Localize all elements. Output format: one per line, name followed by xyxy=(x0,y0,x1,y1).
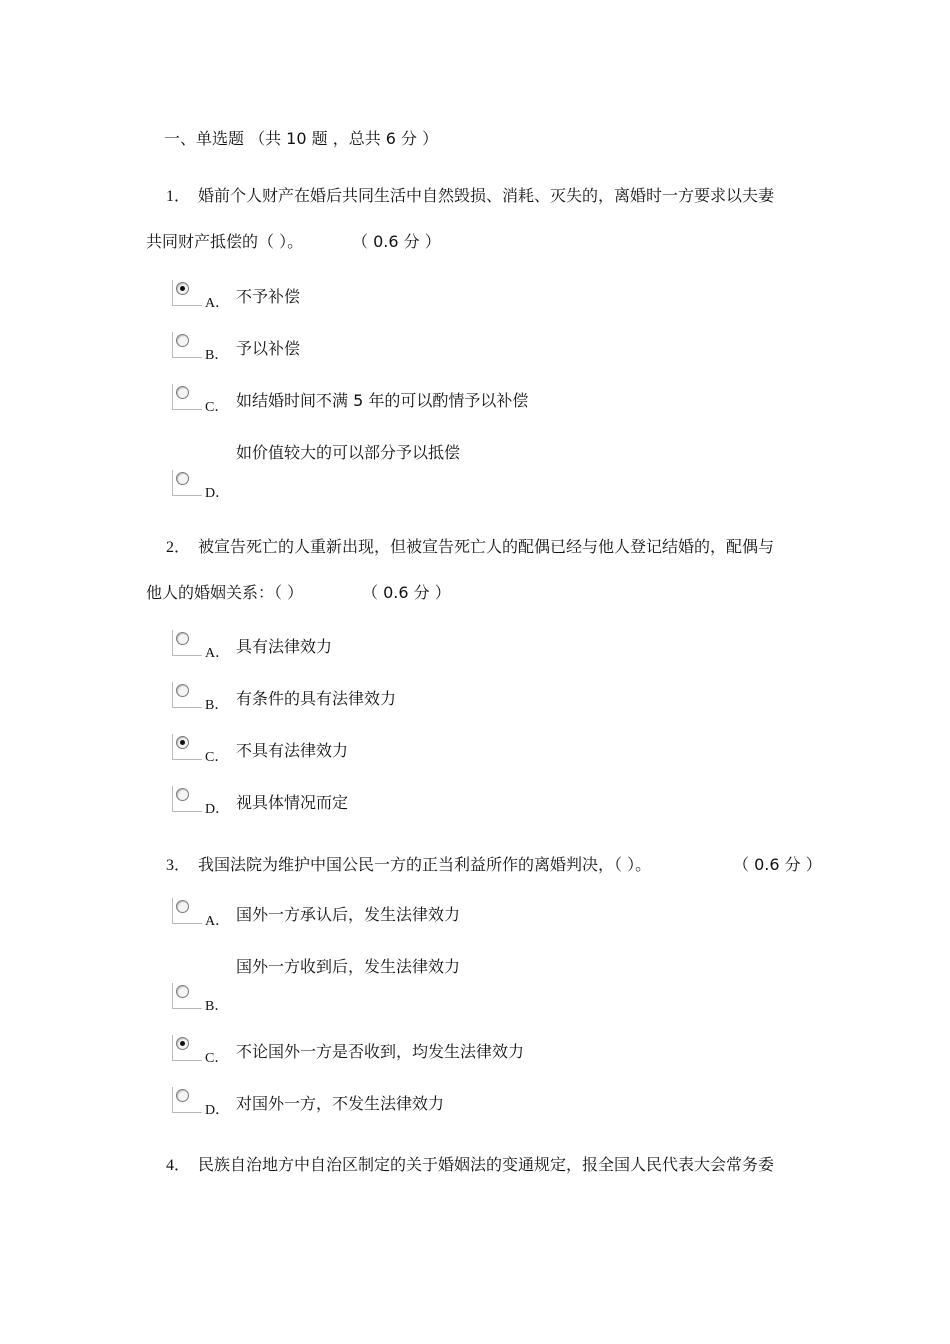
radio-frame xyxy=(172,1087,202,1113)
option-letter: A． xyxy=(205,296,230,311)
question-number: 2． xyxy=(166,539,191,556)
option-text: 国外一方承认后，发生法律效力 xyxy=(236,905,461,924)
radio-button[interactable] xyxy=(176,985,189,998)
option-letter: A． xyxy=(205,914,230,929)
option-text: 如结婚时间不满 5 年的可以酌情予以补偿 xyxy=(236,391,529,410)
radio-button-selected[interactable] xyxy=(176,1037,189,1050)
question-text: 婚前个人财产在婚后共同生活中自然毁损、消耗、灭失的，离婚时一方要求以夫妻 xyxy=(198,186,775,205)
question-number: 3． xyxy=(166,857,191,874)
section-title: 一、单选题 （共 10 题 ，总共 6 分 ） xyxy=(164,129,439,148)
question-score: （ 0.6 分 ） xyxy=(362,583,451,602)
option-text: 视具体情况而定 xyxy=(236,793,349,812)
option-letter: C． xyxy=(205,400,229,415)
option-text: 不予补偿 xyxy=(236,287,301,306)
radio-frame xyxy=(172,280,202,306)
option-text: 具有法律效力 xyxy=(236,637,333,656)
option-letter: D． xyxy=(205,486,230,501)
question-score: （ 0.6 分 ） xyxy=(352,232,441,251)
radio-button[interactable] xyxy=(176,900,189,913)
option-letter: C． xyxy=(205,1051,229,1066)
radio-frame xyxy=(172,470,202,496)
radio-frame xyxy=(172,983,202,1009)
question-text-continued: 他人的婚姻关系：（ ） xyxy=(146,583,304,602)
radio-button-selected[interactable] xyxy=(176,282,189,295)
radio-frame xyxy=(172,332,202,358)
radio-button[interactable] xyxy=(176,1089,189,1102)
option-text: 不论国外一方是否收到，均发生法律效力 xyxy=(236,1042,525,1061)
radio-frame xyxy=(172,734,202,760)
radio-button[interactable] xyxy=(176,684,189,697)
question-text: 被宣告死亡的人重新出现，但被宣告死亡人的配偶已经与他人登记结婚的，配偶与 xyxy=(198,537,775,556)
radio-button[interactable] xyxy=(176,472,189,485)
radio-frame xyxy=(172,1035,202,1061)
option-letter: D． xyxy=(205,1103,230,1118)
question-number: 1． xyxy=(166,188,191,205)
radio-frame xyxy=(172,384,202,410)
question-text: 民族自治地方中自治区制定的关于婚姻法的变通规定，报全国人民代表大会常务委 xyxy=(198,1155,775,1174)
radio-button[interactable] xyxy=(176,632,189,645)
radio-button[interactable] xyxy=(176,788,189,801)
radio-button[interactable] xyxy=(176,386,189,399)
question-score: （ 0.6 分 ） xyxy=(733,855,822,874)
question-text: 我国法院为维护中国公民一方的正当利益所作的离婚判决，（ ）。 xyxy=(198,855,652,874)
option-letter: D． xyxy=(205,802,230,817)
radio-frame xyxy=(172,630,202,656)
option-text: 有条件的具有法律效力 xyxy=(236,689,397,708)
option-text: 如价值较大的可以部分予以抵偿 xyxy=(236,443,461,462)
option-letter: C． xyxy=(205,750,229,765)
radio-button-selected[interactable] xyxy=(176,736,189,749)
option-text: 对国外一方，不发生法律效力 xyxy=(236,1094,445,1113)
question-number: 4． xyxy=(166,1157,191,1174)
radio-frame xyxy=(172,682,202,708)
radio-button[interactable] xyxy=(176,334,189,347)
option-letter: B． xyxy=(205,348,229,363)
option-letter: B． xyxy=(205,999,229,1014)
option-text: 予以补偿 xyxy=(236,339,301,358)
option-letter: B． xyxy=(205,698,229,713)
radio-frame xyxy=(172,898,202,924)
option-text: 不具有法律效力 xyxy=(236,741,349,760)
question-text-continued: 共同财产抵偿的（ ）。 xyxy=(146,232,304,251)
radio-frame xyxy=(172,786,202,812)
option-letter: A． xyxy=(205,646,230,661)
option-text: 国外一方收到后，发生法律效力 xyxy=(236,957,461,976)
